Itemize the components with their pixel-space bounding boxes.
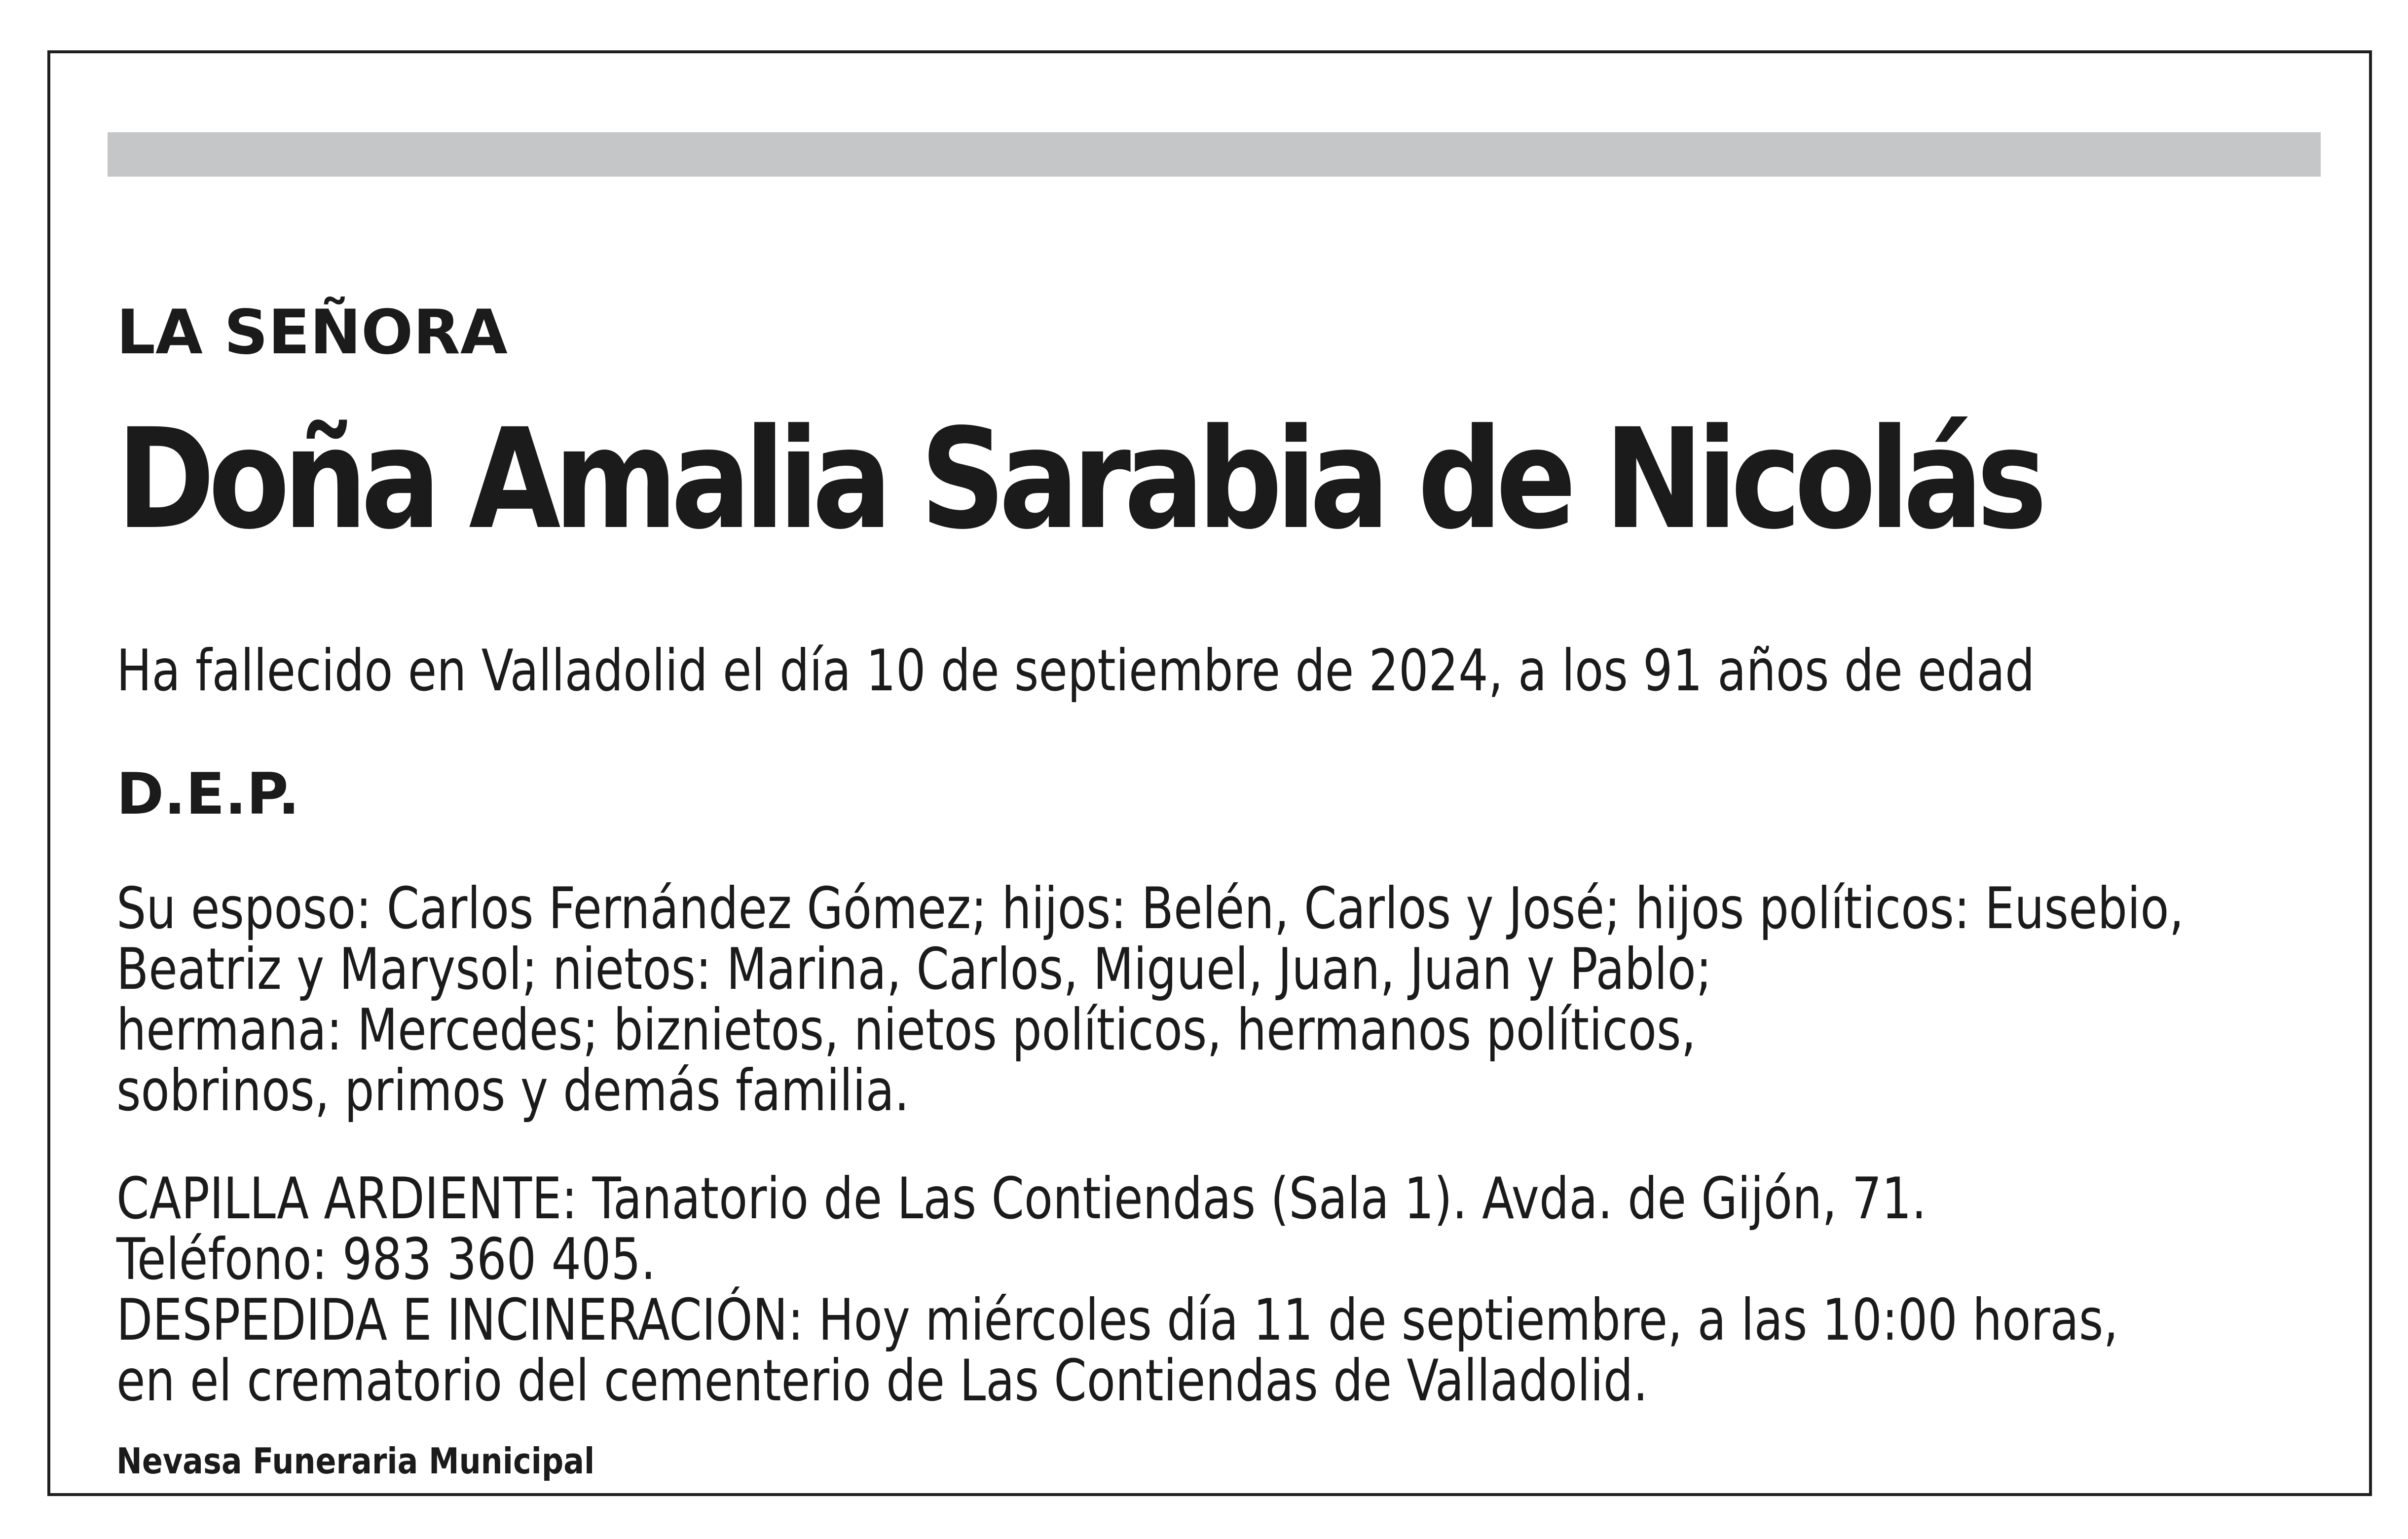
funeral-home: Nevasa Funeraria Municipal xyxy=(116,1440,595,1482)
header-band xyxy=(108,132,2321,177)
service-line: Teléfono: 983 360 405. xyxy=(116,1226,656,1293)
service-details xyxy=(116,1165,2118,1414)
honorific: LA SEÑORA xyxy=(116,297,508,368)
service-line: en el crematorio del cementerio de Las Contiendas de Valladolid. xyxy=(116,1348,1648,1414)
service-line: CAPILLA ARDIENTE: Tanatorio de Las Contiendas (Sala 1). Avda. de Gijón, 71. xyxy=(116,1165,1927,1232)
family-line: hermana: Mercedes; biznietos, nietos políticos, hermanos políticos, xyxy=(116,997,1696,1063)
family-line: sobrinos, primos y demás familia. xyxy=(116,1057,910,1124)
family-line: Su esposo: Carlos Fernández Gómez; hijos: Belén, Carlos y José; hijos políticos: Eusebio, xyxy=(116,875,2184,942)
rip-abbreviation: D.E.P. xyxy=(116,761,300,827)
service-line: DESPEDIDA E INCINERACIÓN: Hoy miércoles día 11 de septiembre, a las 10:00 horas, xyxy=(116,1287,2118,1353)
death-announcement: Ha fallecido en Valladolid el día 10 de septiembre de 2024, a los 91 años de edad xyxy=(116,638,2035,704)
family-line: Beatriz y Marysol; nietos: Marina, Carlos, Miguel, Juan, Juan y Pablo; xyxy=(116,936,1712,1003)
deceased-name: Doña Amalia Sarabia de Nicolás xyxy=(116,399,2040,560)
family-list xyxy=(116,875,2184,1124)
